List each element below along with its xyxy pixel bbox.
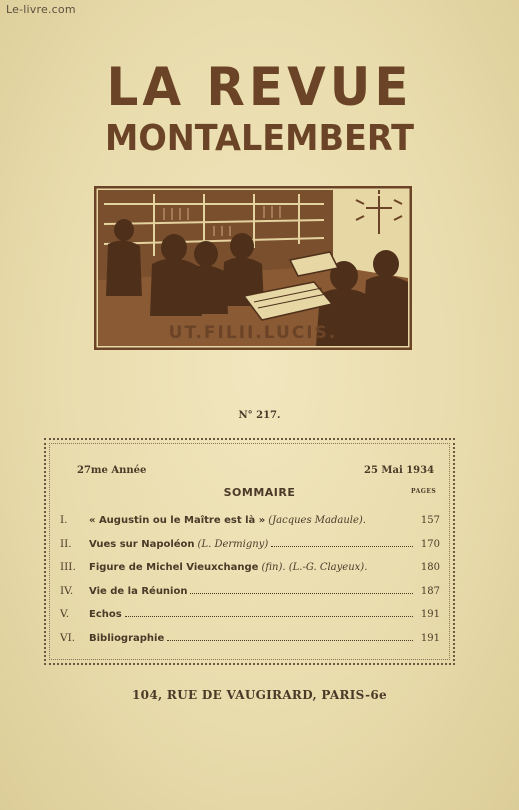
table-of-contents: [60, 513, 440, 655]
watermark: Le-livre.com: [6, 3, 76, 16]
toc-number: VI.: [60, 631, 76, 644]
toc-author: (fin). (L.-G. Clayeux).: [261, 562, 368, 574]
date-label: 25 Mai 1934: [364, 465, 435, 476]
toc-title: Echos: [89, 609, 122, 621]
toc-row: [60, 560, 440, 584]
toc-title: Figure de Michel Vieuxchange: [89, 562, 259, 574]
toc-page: 180: [420, 562, 440, 574]
year-label: 27me Année: [77, 465, 147, 476]
toc-author: (L. Dermigny): [197, 538, 269, 550]
toc-number: III.: [60, 561, 76, 574]
toc-title: Vues sur Napoléon: [89, 538, 195, 550]
toc-title: « Augustin ou le Maître est là »: [89, 515, 266, 526]
motto-banner: UT.FILII.LUCIS.: [168, 323, 338, 343]
toc-number: I.: [60, 514, 68, 526]
toc-author: (Jacques Madaule).: [268, 515, 366, 526]
toc-row: [60, 513, 440, 537]
toc-row: [60, 584, 440, 608]
toc-title: Bibliographie: [89, 632, 165, 644]
dot-leader: [190, 584, 413, 594]
toc-row: [60, 631, 440, 655]
issue-number: N° 217.: [238, 410, 281, 421]
toc-number: II.: [60, 537, 72, 550]
toc-page: 191: [420, 609, 440, 621]
dot-leader: [125, 607, 413, 617]
toc-title: Vie de la Réunion: [89, 585, 188, 597]
sommaire-heading: SOMMAIRE: [223, 486, 296, 499]
title-line-1: LA REVUE: [106, 56, 413, 118]
dot-leader: [167, 631, 413, 641]
toc-row: [60, 537, 440, 561]
toc-number: V.: [60, 608, 70, 621]
dot-leader: [271, 537, 413, 547]
toc-page: 187: [420, 585, 440, 597]
toc-page: 157: [420, 515, 440, 526]
toc-page: 170: [420, 538, 440, 550]
title-line-2: MONTALEMBERT: [105, 118, 414, 159]
toc-number: IV.: [60, 584, 74, 597]
toc-row: [60, 607, 440, 631]
publisher-address: 104, RUE DE VAUGIRARD, PARIS-6e: [132, 688, 387, 702]
toc-page: 191: [420, 632, 440, 644]
pages-column-label: PAGES: [411, 488, 437, 495]
